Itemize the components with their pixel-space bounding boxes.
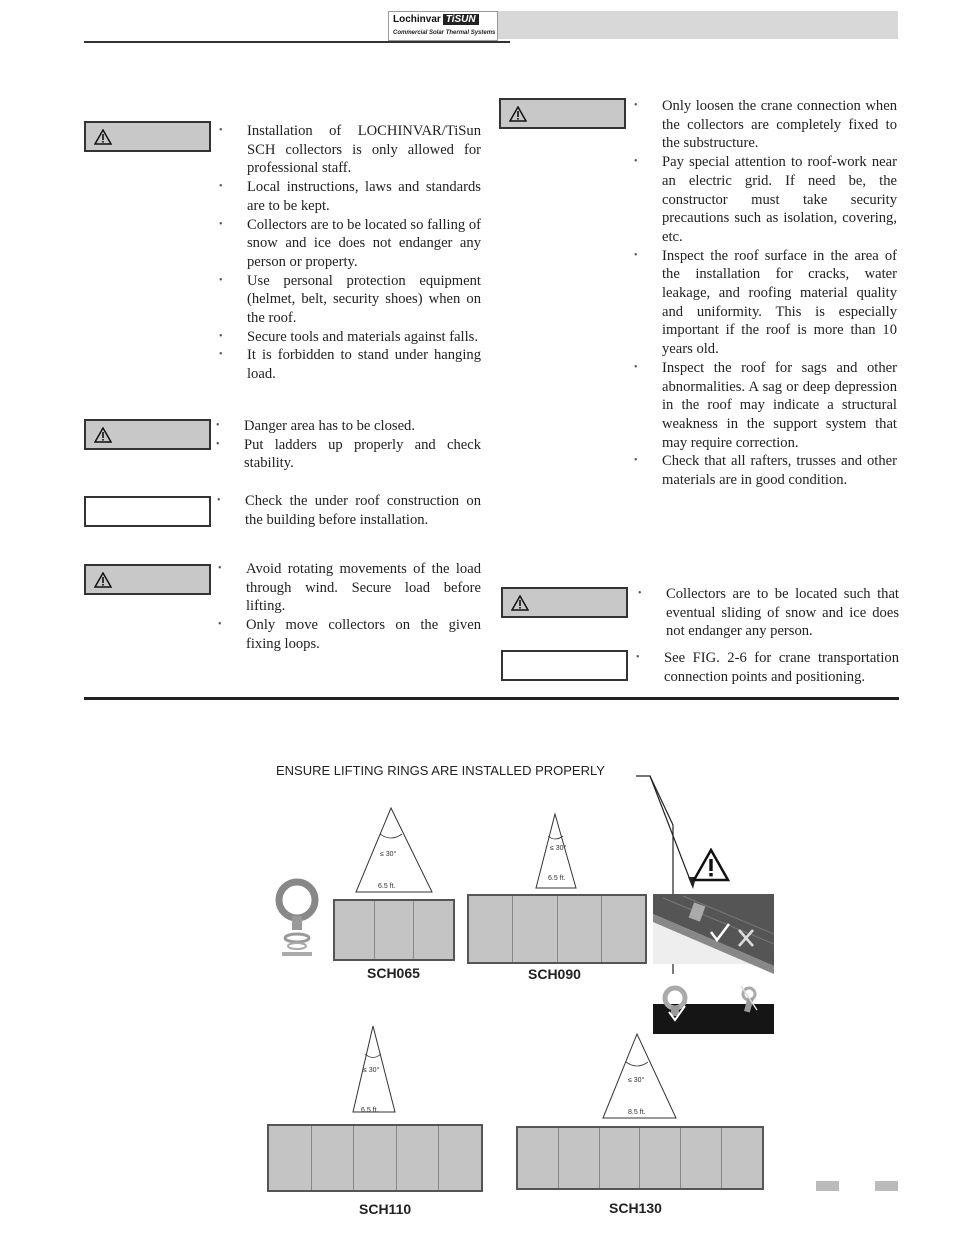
collector-sch065 [333, 899, 455, 961]
right-bullets-3 [636, 649, 899, 686]
sling-diagram-sch130 [598, 1032, 682, 1124]
brand-suffix: TiSUN [443, 14, 479, 25]
list-item: • Pay special attention to roof-work near an electric grid. If need be, the constructor must take security precautions such as isolation, covering, etc. [634, 153, 897, 247]
left-bullets-2 [216, 417, 481, 473]
list-item: • Use personal protection equipment (helmet, belt, security shoes) when on the roof. [219, 272, 481, 328]
notice-label-1 [84, 496, 211, 527]
list-item: • Only loosen the crane connection when the collectors are completely fixed to the substructure. [634, 97, 897, 153]
collector-sch130 [516, 1126, 764, 1190]
header-rule [84, 41, 510, 43]
left-bullets-4 [218, 560, 481, 654]
brand-name: Lochinvar [393, 14, 441, 25]
ring-installation-photo [653, 894, 774, 1034]
list-item: • Collectors are to be located such that eventual sliding of snow and ice does not endanger any person. [638, 585, 899, 641]
page-marker-right [875, 1181, 898, 1191]
list-item: • Only move collectors on the given fixing loops. [218, 616, 481, 653]
warning-label-4 [499, 98, 626, 129]
brand-logo [388, 11, 498, 41]
figure-caption: ENSURE LIFTING RINGS ARE INSTALLED PROPERLY [276, 763, 605, 778]
model-label-sch110: SCH110 [359, 1201, 412, 1217]
left-bullets-3 [217, 492, 481, 529]
section-rule [84, 697, 899, 700]
angle-label: ≤ 30° [380, 851, 397, 858]
sling-diagram-sch065 [350, 806, 440, 898]
page-marker-left [816, 1181, 839, 1191]
length-label: 6.5 ft. [548, 875, 566, 882]
list-item: • Inspect the roof surface in the area of the installation for cracks, water leakage, and roofing material quality and uniformity. This is especially important if the roof is more than 10 years old. [634, 247, 897, 359]
model-label-sch090: SCH090 [528, 966, 581, 982]
list-item: • Check that all rafters, trusses and other materials are in good condition. [634, 452, 897, 489]
left-bullets-1 [219, 122, 481, 384]
warning-triangle-icon [509, 106, 527, 122]
angle-label: ≤ 30° [628, 1077, 645, 1084]
sling-diagram-sch090 [530, 812, 590, 894]
warning-triangle-icon [511, 595, 529, 611]
warning-label-5 [501, 587, 628, 618]
list-item: • Local instructions, laws and standards are to be kept. [219, 178, 481, 215]
right-bullets-2 [638, 585, 899, 641]
list-item: • Inspect the roof for sags and other abnormalities. A sag or deep depression in the roof may indicate a structural weakness in the support system that may require correction. [634, 359, 897, 453]
lifting-ring-icon [272, 876, 322, 960]
list-item: • Put ladders up properly and check stability. [216, 436, 481, 473]
list-item: • Danger area has to be closed. [216, 417, 481, 436]
length-label: 8.5 ft. [628, 1109, 646, 1116]
warning-triangle-icon [692, 848, 730, 882]
sling-diagram-sch110 [345, 1024, 405, 1118]
list-item: • Installation of LOCHINVAR/TiSun SCH collectors is only allowed for professional staff. [219, 122, 481, 178]
brand-tagline: Commercial Solar Thermal Systems [393, 30, 496, 36]
warning-label-1 [84, 121, 211, 152]
warning-label-2 [84, 419, 211, 450]
model-label-sch130: SCH130 [609, 1200, 662, 1216]
length-label: 6.5 ft. [361, 1107, 379, 1114]
list-item: • Check the under roof construction on the building before installation. [217, 492, 481, 529]
warning-triangle-icon [94, 427, 112, 443]
warning-label-3 [84, 564, 211, 595]
length-label: 6.5 ft. [378, 883, 396, 890]
list-item: • It is forbidden to stand under hanging load. [219, 346, 481, 383]
list-item: • See FIG. 2-6 for crane transportation connection points and positioning. [636, 649, 899, 686]
warning-triangle-icon [94, 129, 112, 145]
warning-triangle-icon [94, 572, 112, 588]
list-item: • Avoid rotating movements of the load through wind. Secure load before lifting. [218, 560, 481, 616]
angle-label: ≤ 30° [550, 845, 567, 852]
collector-sch090 [467, 894, 647, 964]
model-label-sch065: SCH065 [367, 965, 420, 981]
right-bullets-1 [634, 97, 897, 490]
collector-sch110 [267, 1124, 483, 1192]
list-item: • Secure tools and materials against falls. [219, 328, 481, 347]
list-item: • Collectors are to be located so falling of snow and ice does not endanger any person or property. [219, 216, 481, 272]
angle-label: ≤ 30° [363, 1067, 380, 1074]
notice-label-2 [501, 650, 628, 681]
